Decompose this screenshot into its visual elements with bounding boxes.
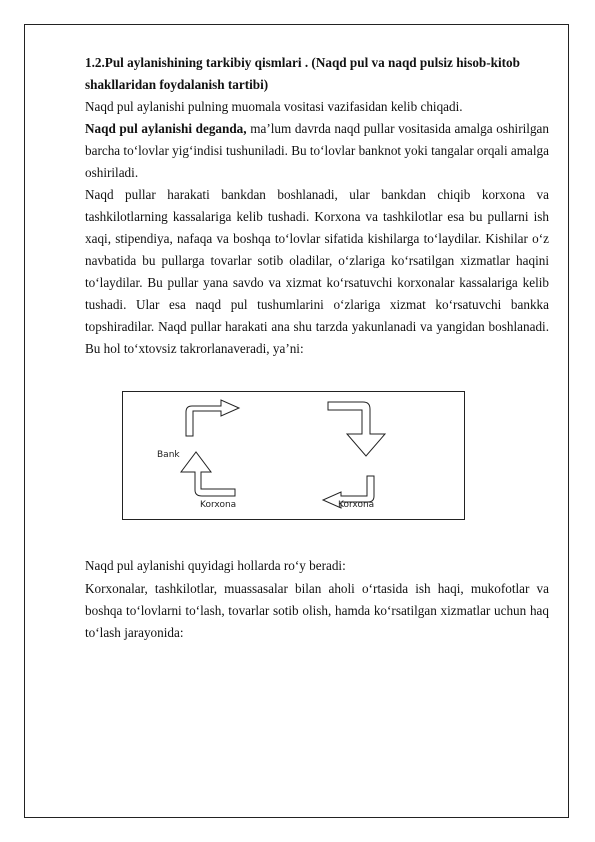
arrow-top-right bbox=[328, 402, 385, 456]
arrow-top-left bbox=[186, 400, 239, 436]
label-bank: Bank bbox=[157, 450, 180, 460]
paragraph-occurrence: Naqd pul aylanishi quyidagi hollarda ro‘y beradi: bbox=[85, 558, 346, 573]
paragraph-cases: Korxonalar, tashkilotlar, muassasalar bilan aholi o‘rtasida ish haqi, mukofotlar va boshqa to‘lovlarni to‘lash, tovarlar sotib olish, hamda ko‘rsatilgan xizmatlar uchun haq to‘lash jarayonida: bbox=[85, 581, 549, 640]
label-korxona-left: Korxona bbox=[200, 500, 237, 510]
definition-text: ma’lum davrda naqd pullar vositasida amalga oshirilgan barcha to‘lovlar yig‘indisi tushuniladi. Bu to‘lovlar banknot yoki tangalar orqali amalga oshiriladi. bbox=[85, 121, 550, 180]
label-korxona-right: Korxona bbox=[338, 500, 375, 510]
paragraph-definition bbox=[85, 118, 549, 184]
arrow-bottom-left bbox=[181, 452, 235, 496]
paragraph-cash-flow: Naqd pullar harakati bankdan boshlanadi, ular bankdan chiqib korxona va tashkilotlarning kassalariga kelib tushadi. Korxona va tashkilotlar esa bu pullarni ish xaqi, stipendiya, nafaqa va boshqa to‘lovlar sifatida kishilarga to‘laydilar. Kishilar o‘z navbatida bu pullarga tovarlar sotib oladilar, o‘zlariga ko‘rsatilgan xizmatlar haqini to‘laydilar. Bu pullar yana savdo va xizmat ko‘rsatuvchi korxonalar kassalariga kelib tushadi. Ular esa naqd pul tushumlarini o‘zlariga xizmat ko‘rsatuvchi bankka topshiradilar. Naqd pullar harakati ana shu tarzda yakunlanadi va yangidan boshlanadi. Bu hol to‘xtovsiz takrorlanaveradi, ya’ni: bbox=[85, 187, 549, 356]
definition-term: Naqd pul aylanishi deganda, bbox=[85, 121, 247, 136]
cash-cycle-diagram bbox=[122, 391, 465, 520]
paragraph-intro: Naqd pul aylanishi pulning muomala vositasi vazifasidan kelib chiqadi. bbox=[85, 99, 463, 114]
section-title: 1.2.Pul aylanishining tarkibiy qismlari . (Naqd pul va naqd pulsiz hisob-kitob shakllaridan foydalanish tartibi) bbox=[85, 55, 520, 92]
